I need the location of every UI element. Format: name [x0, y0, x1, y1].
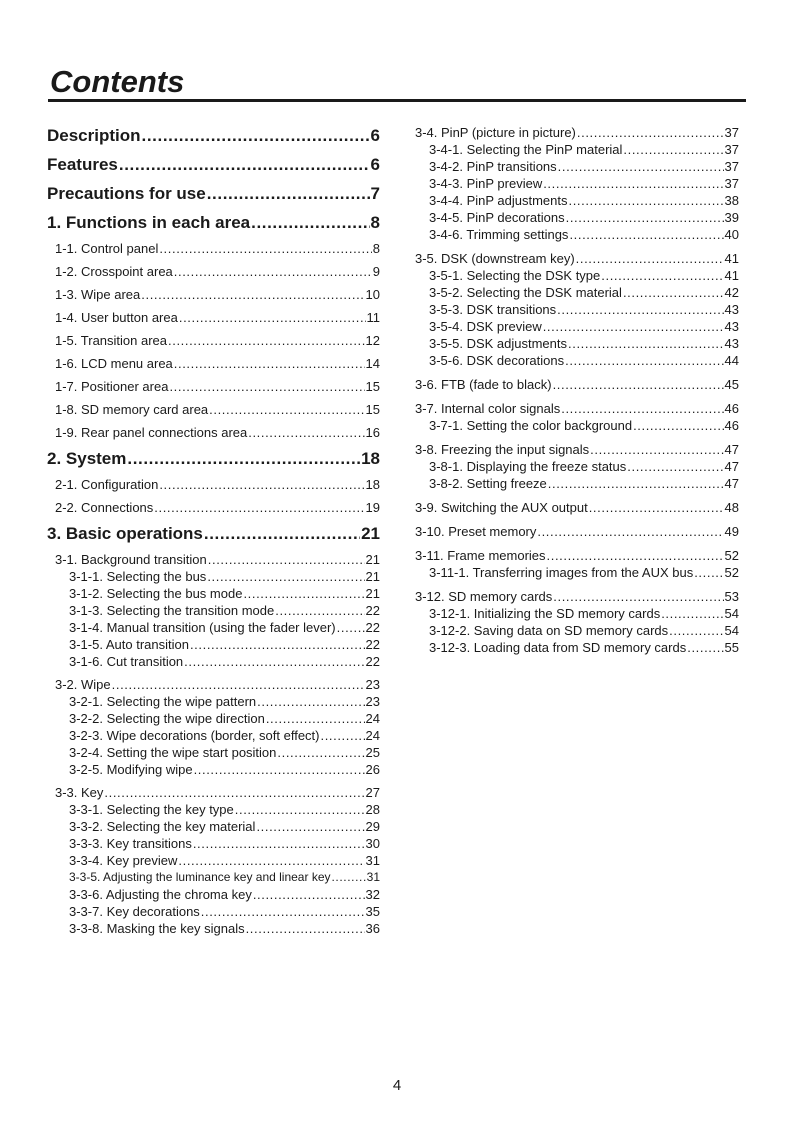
dot-leader — [569, 192, 724, 209]
dot-leader — [687, 639, 723, 656]
toc-entry-page: 16 — [365, 425, 380, 440]
toc-entry[interactable] — [415, 209, 739, 226]
toc-entry[interactable] — [47, 886, 380, 903]
dot-leader — [590, 441, 723, 458]
toc-entry-title: 3-4-2. PinP transitions — [429, 159, 557, 174]
toc-entry-page: 24 — [365, 711, 380, 726]
toc-entry[interactable] — [47, 852, 380, 869]
toc-entry-page: 21 — [365, 586, 380, 601]
toc-entry-page: 39 — [724, 210, 739, 225]
toc-left-column — [47, 124, 380, 937]
dot-leader — [589, 499, 724, 516]
dot-leader — [204, 522, 360, 546]
toc-entry-title: 1-8. SD memory card area — [55, 402, 209, 417]
toc-entry-title: 3-3-6. Adjusting the chroma key — [69, 887, 252, 902]
page-title: Contents — [50, 64, 185, 99]
toc-entry-page: 45 — [724, 377, 739, 392]
toc-entry-page: 41 — [724, 268, 739, 283]
toc-entry-page: 43 — [724, 336, 739, 351]
dot-leader — [547, 547, 724, 564]
toc-entry-title: 1. Functions in each area — [47, 213, 251, 232]
toc-entry-title: Features — [47, 155, 118, 174]
toc-entry-title: 3-2-1. Selecting the wipe pattern — [69, 694, 257, 709]
toc-entry[interactable] — [415, 124, 739, 141]
toc-entry[interactable] — [415, 441, 739, 458]
toc-entry[interactable] — [47, 568, 380, 585]
toc-entry-title: 3-12-2. Saving data on SD memory cards — [429, 623, 669, 638]
dot-leader — [104, 784, 364, 801]
toc-entry[interactable] — [47, 263, 380, 280]
toc-entry[interactable] — [415, 622, 739, 639]
toc-entry[interactable] — [415, 564, 739, 581]
toc-entry-page: 21 — [361, 524, 380, 543]
toc-entry[interactable] — [415, 639, 739, 656]
toc-entry-page: 8 — [370, 213, 380, 232]
toc-entry-page: 10 — [365, 287, 380, 302]
toc-entry[interactable] — [47, 211, 380, 235]
toc-entry-page: 8 — [372, 241, 380, 256]
toc-entry[interactable] — [47, 761, 380, 778]
title-rule — [48, 99, 746, 102]
toc-entry-title: 3-2-3. Wipe decorations (border, soft effect) — [69, 728, 320, 743]
toc-entry[interactable] — [47, 693, 380, 710]
toc-entry-page: 24 — [365, 728, 380, 743]
dot-leader — [257, 693, 364, 710]
toc-entry[interactable] — [415, 141, 739, 158]
dot-leader — [248, 424, 364, 441]
toc-entry[interactable] — [415, 226, 739, 243]
toc-entry[interactable] — [415, 250, 739, 267]
toc-entry-page: 6 — [370, 126, 380, 145]
toc-entry-page: 38 — [724, 193, 739, 208]
dot-leader — [194, 761, 365, 778]
toc-entry-title: 3-4-4. PinP adjustments — [429, 193, 568, 208]
toc-entry-page: 41 — [724, 251, 739, 266]
toc-entry[interactable] — [415, 458, 739, 475]
toc-entry[interactable] — [415, 318, 739, 335]
toc-entry-title: 3-10. Preset memory — [415, 524, 537, 539]
toc-entry-page: 14 — [365, 356, 380, 371]
toc-entry-title: 3-4-1. Selecting the PinP material — [429, 142, 623, 157]
toc-entry-title: 3-4-6. Trimming settings — [429, 227, 569, 242]
toc-entry-page: 53 — [724, 589, 739, 604]
toc-entry-title: 3-3. Key — [55, 785, 104, 800]
toc-entry[interactable] — [47, 522, 380, 546]
toc-entry-title: 3-1. Background transition — [55, 552, 207, 567]
dot-leader — [321, 727, 365, 744]
toc-entry-title: 3-2-5. Modifying wipe — [69, 762, 193, 777]
toc-entry-page: 52 — [724, 548, 739, 563]
toc-entry[interactable] — [47, 378, 380, 395]
toc-entry-title: 3-3-8. Masking the key signals — [69, 921, 245, 936]
toc-entry[interactable] — [47, 551, 380, 568]
toc-entry-page: 47 — [724, 459, 739, 474]
dot-leader — [179, 309, 366, 326]
toc-entry-title: 1-9. Rear panel connections area — [55, 425, 248, 440]
dot-leader — [246, 920, 365, 937]
toc-entry-page: 54 — [724, 606, 739, 621]
toc-entry[interactable] — [47, 286, 380, 303]
dot-leader — [557, 301, 723, 318]
toc-entry-title: 1-4. User button area — [55, 310, 178, 325]
toc-entry-title: 3-3-2. Selecting the key material — [69, 819, 256, 834]
toc-entry-page: 6 — [370, 155, 380, 174]
dot-leader — [190, 636, 365, 653]
toc-entry-title: 3-12. SD memory cards — [415, 589, 553, 604]
dot-leader — [159, 476, 364, 493]
toc-entry-title: 3-3-5. Adjusting the luminance key and linear key — [69, 870, 331, 884]
dot-leader — [566, 209, 724, 226]
toc-entry-title: 3-6. FTB (fade to black) — [415, 377, 552, 392]
toc-entry[interactable] — [47, 903, 380, 920]
dot-leader — [209, 401, 364, 418]
toc-entry-title: 3-3-3. Key transitions — [69, 836, 192, 851]
toc-entry-title: 3-3-7. Key decorations — [69, 904, 200, 919]
dot-leader — [208, 551, 365, 568]
toc-entry-title: 3-8. Freezing the input signals — [415, 442, 590, 457]
toc-entry[interactable] — [47, 676, 380, 693]
toc-entry-page: 44 — [724, 353, 739, 368]
dot-leader — [141, 286, 364, 303]
toc-entry[interactable] — [47, 636, 380, 653]
dot-leader — [159, 240, 371, 257]
toc-entry-page: 29 — [365, 819, 380, 834]
toc-entry[interactable] — [47, 653, 380, 670]
toc-entry-title: 3-5-3. DSK transitions — [429, 302, 557, 317]
toc-entry[interactable] — [47, 447, 380, 471]
toc-entry-page: 27 — [365, 785, 380, 800]
toc-entry-title: 3-5-4. DSK preview — [429, 319, 542, 334]
toc-entry-page: 31 — [366, 870, 380, 884]
toc-entry[interactable] — [47, 585, 380, 602]
toc-entry-page: 48 — [724, 500, 739, 515]
toc-entry-title: 1-1. Control panel — [55, 241, 159, 256]
dot-leader — [207, 182, 370, 206]
toc-entry-title: 1-5. Transition area — [55, 333, 168, 348]
dot-leader — [253, 886, 365, 903]
toc-entry[interactable] — [47, 869, 380, 886]
toc-entry-title: 3-7-1. Setting the color background — [429, 418, 633, 433]
toc-entry-page: 42 — [724, 285, 739, 300]
toc-entry-title: 3-8-2. Setting freeze — [429, 476, 547, 491]
toc-entry-page: 37 — [724, 142, 739, 157]
toc-entry-title: 3-2-4. Setting the wipe start position — [69, 745, 277, 760]
dot-leader — [169, 378, 364, 395]
toc-entry-page: 25 — [365, 745, 380, 760]
toc-entry-title: 3-5-5. DSK adjustments — [429, 336, 568, 351]
toc-entry-page: 46 — [724, 401, 739, 416]
dot-leader — [553, 588, 723, 605]
toc-entry[interactable] — [47, 182, 380, 206]
toc-entry-title: 2-2. Connections — [55, 500, 154, 515]
toc-entry-page: 9 — [372, 264, 380, 279]
toc-entry[interactable] — [47, 124, 380, 148]
dot-leader — [601, 267, 723, 284]
toc-entry-title: 3-5-1. Selecting the DSK type — [429, 268, 601, 283]
toc-entry[interactable] — [47, 784, 380, 801]
dot-leader — [277, 744, 364, 761]
dot-leader — [332, 869, 366, 886]
toc-entry[interactable] — [415, 588, 739, 605]
toc-entry-title: 3-5. DSK (downstream key) — [415, 251, 575, 266]
dot-leader — [174, 263, 372, 280]
toc-entry-page: 28 — [365, 802, 380, 817]
toc-entry-title: 3-12-1. Initializing the SD memory cards — [429, 606, 661, 621]
toc-entry-page: 18 — [361, 449, 380, 468]
dot-leader — [127, 447, 360, 471]
toc-entry[interactable] — [415, 352, 739, 369]
dot-leader — [235, 801, 365, 818]
dot-leader — [543, 318, 724, 335]
dot-leader — [565, 352, 723, 369]
toc-entry-title: 3-7. Internal color signals — [415, 401, 561, 416]
dot-leader — [576, 250, 724, 267]
dot-leader — [275, 602, 364, 619]
toc-entry[interactable] — [415, 267, 739, 284]
dot-leader — [201, 903, 365, 920]
dot-leader — [558, 158, 724, 175]
toc-entry[interactable] — [415, 376, 739, 393]
dot-leader — [669, 622, 723, 639]
toc-entry-title: 3. Basic operations — [47, 524, 203, 543]
dot-leader — [207, 568, 364, 585]
toc-entry[interactable] — [415, 175, 739, 192]
toc-entry[interactable] — [47, 499, 380, 516]
toc-entry-title: 1-2. Crosspoint area — [55, 264, 173, 279]
toc-entry[interactable] — [47, 424, 380, 441]
dot-leader — [543, 175, 723, 192]
toc-entry-title: 3-1-2. Selecting the bus mode — [69, 586, 243, 601]
toc-entry-page: 23 — [365, 677, 380, 692]
toc-entry-title: 3-1-6. Cut transition — [69, 654, 184, 669]
toc-entry[interactable] — [415, 547, 739, 564]
toc-entry-title: 2. System — [47, 449, 127, 468]
toc-entry[interactable] — [47, 727, 380, 744]
toc-entry[interactable] — [47, 355, 380, 372]
toc-entry-page: 55 — [724, 640, 739, 655]
toc-entry-title: 3-3-4. Key preview — [69, 853, 178, 868]
dot-leader — [577, 124, 724, 141]
toc-entry[interactable] — [47, 801, 380, 818]
toc-entry[interactable] — [47, 619, 380, 636]
toc-entry[interactable] — [415, 284, 739, 301]
toc-entry[interactable] — [415, 499, 739, 516]
dot-leader — [569, 226, 723, 243]
dot-leader — [178, 852, 364, 869]
dot-leader — [154, 499, 364, 516]
toc-entry-page: 32 — [365, 887, 380, 902]
toc-entry[interactable] — [415, 301, 739, 318]
toc-entry-page: 23 — [365, 694, 380, 709]
toc-entry[interactable] — [415, 192, 739, 209]
toc-entry-page: 52 — [724, 565, 739, 580]
toc-entry[interactable] — [415, 523, 739, 540]
toc-entry-page: 47 — [724, 442, 739, 457]
dot-leader — [142, 124, 370, 148]
toc-entry-page: 22 — [365, 637, 380, 652]
toc-entry-page: 43 — [724, 302, 739, 317]
dot-leader — [251, 211, 369, 235]
dot-leader — [266, 710, 365, 727]
dot-leader — [112, 676, 365, 693]
toc-entry-title: 3-1-1. Selecting the bus — [69, 569, 207, 584]
toc-entry-title: 1-3. Wipe area — [55, 287, 141, 302]
toc-entry[interactable] — [47, 401, 380, 418]
dot-leader — [633, 417, 723, 434]
toc-entry-page: 15 — [365, 402, 380, 417]
toc-entry[interactable] — [415, 605, 739, 622]
dot-leader — [548, 475, 724, 492]
dot-leader — [623, 284, 724, 301]
dot-leader — [623, 141, 723, 158]
toc-entry-title: 3-11. Frame memories — [415, 548, 546, 563]
toc-entry[interactable] — [415, 335, 739, 352]
toc-entry-page: 54 — [724, 623, 739, 638]
dot-leader — [243, 585, 364, 602]
page-number: 4 — [392, 1077, 402, 1094]
toc-entry-page: 11 — [366, 310, 380, 325]
toc-entry-page: 31 — [365, 853, 380, 868]
toc-entry-title: 3-5-6. DSK decorations — [429, 353, 565, 368]
toc-entry-title: 3-4-5. PinP decorations — [429, 210, 565, 225]
toc-entry[interactable] — [415, 475, 739, 492]
toc-entry[interactable] — [47, 309, 380, 326]
toc-entry-page: 18 — [365, 477, 380, 492]
toc-entry-page: 19 — [365, 500, 380, 515]
toc-entry-title: 3-5-2. Selecting the DSK material — [429, 285, 622, 300]
dot-leader — [694, 564, 723, 581]
toc-entry-page: 15 — [365, 379, 380, 394]
toc-entry-page: 30 — [365, 836, 380, 851]
toc-entry-page: 22 — [365, 620, 380, 635]
toc-entry[interactable] — [47, 920, 380, 937]
toc-entry-title: 3-3-1. Selecting the key type — [69, 802, 234, 817]
toc-entry[interactable] — [47, 476, 380, 493]
toc-entry-title: 3-4-3. PinP preview — [429, 176, 543, 191]
toc-entry[interactable] — [47, 835, 380, 852]
toc-entry-page: 35 — [365, 904, 380, 919]
toc-entry-page: 7 — [370, 184, 380, 203]
toc-entry-title: 2-1. Configuration — [55, 477, 159, 492]
dot-leader — [174, 355, 365, 372]
toc-entry-page: 26 — [365, 762, 380, 777]
dot-leader — [119, 153, 370, 177]
toc-entry-page: 22 — [365, 654, 380, 669]
toc-entry-page: 36 — [365, 921, 380, 936]
toc-entry[interactable] — [47, 710, 380, 727]
toc-entry-title: Precautions for use — [47, 184, 206, 203]
toc-entry[interactable] — [47, 153, 380, 177]
toc-entry-page: 12 — [365, 333, 380, 348]
toc-entry[interactable] — [415, 417, 739, 434]
toc-entry-page: 37 — [724, 176, 739, 191]
toc-entry-title: 1-7. Positioner area — [55, 379, 169, 394]
dot-leader — [627, 458, 723, 475]
toc-entry-title: 3-1-5. Auto transition — [69, 637, 189, 652]
toc-entry-title: 3-8-1. Displaying the freeze status — [429, 459, 627, 474]
toc-entry-title: 3-1-3. Selecting the transition mode — [69, 603, 275, 618]
dot-leader — [537, 523, 723, 540]
toc-entry-page: 47 — [724, 476, 739, 491]
toc-entry-page: 21 — [365, 569, 380, 584]
dot-leader — [184, 653, 364, 670]
dot-leader — [337, 619, 365, 636]
toc-entry-page: 37 — [724, 125, 739, 140]
toc-entry-title: Description — [47, 126, 141, 145]
toc-entry[interactable] — [415, 158, 739, 175]
toc-entry-title: 3-2. Wipe — [55, 677, 111, 692]
toc-entry-page: 22 — [365, 603, 380, 618]
toc-entry[interactable] — [47, 744, 380, 761]
toc-entry-page: 43 — [724, 319, 739, 334]
toc-entry[interactable] — [415, 400, 739, 417]
dot-leader — [553, 376, 724, 393]
toc-entry-title: 3-2-2. Selecting the wipe direction — [69, 711, 265, 726]
dot-leader — [561, 400, 723, 417]
dot-leader — [168, 332, 365, 349]
dot-leader — [256, 818, 364, 835]
toc-entry[interactable] — [47, 240, 380, 257]
toc-entry-page: 49 — [724, 524, 739, 539]
toc-entry-title: 3-4. PinP (picture in picture) — [415, 125, 576, 140]
toc-entry[interactable] — [47, 818, 380, 835]
toc-entry-page: 40 — [724, 227, 739, 242]
dot-leader — [661, 605, 723, 622]
toc-entry-title: 1-6. LCD menu area — [55, 356, 173, 371]
toc-entry[interactable] — [47, 602, 380, 619]
toc-entry-title: 3-9. Switching the AUX output — [415, 500, 588, 515]
toc-entry-page: 21 — [365, 552, 380, 567]
toc-entry-title: 3-11-1. Transferring images from the AUX bus — [429, 565, 694, 580]
dot-leader — [193, 835, 365, 852]
dot-leader — [568, 335, 724, 352]
toc-entry-page: 37 — [724, 159, 739, 174]
toc-entry-title: 3-1-4. Manual transition (using the fader lever) — [69, 620, 336, 635]
toc-entry[interactable] — [47, 332, 380, 349]
toc-right-column — [415, 124, 739, 656]
toc-entry-title: 3-12-3. Loading data from SD memory cards — [429, 640, 687, 655]
toc-entry-page: 46 — [724, 418, 739, 433]
